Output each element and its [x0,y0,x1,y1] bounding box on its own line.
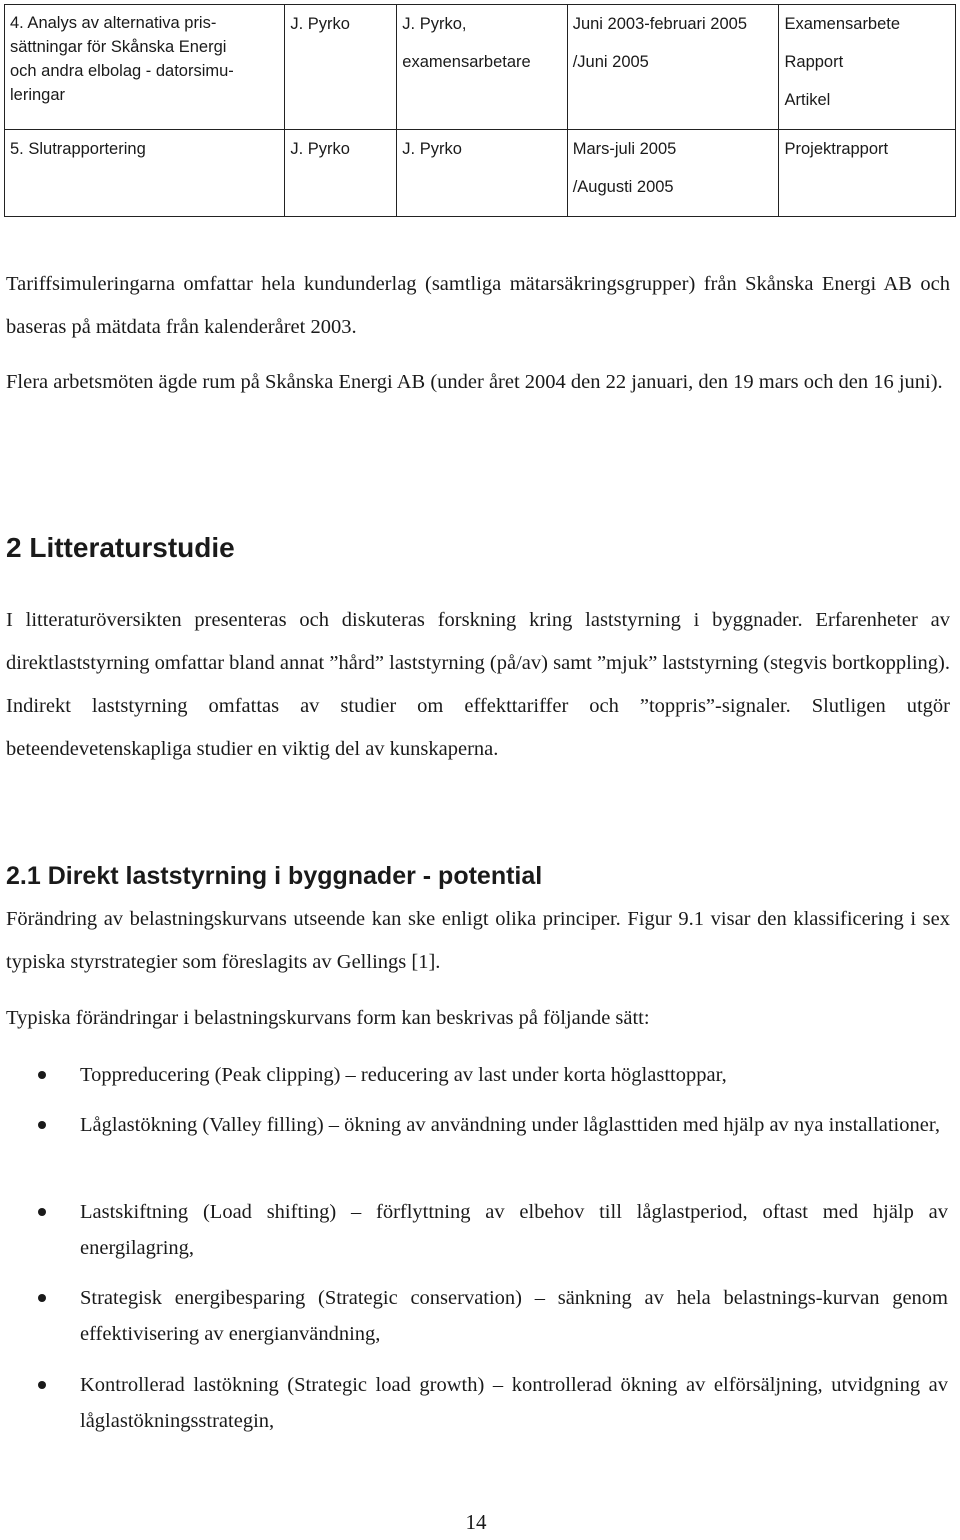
bullet-icon [38,1381,46,1389]
cell-text: Projektrapport [784,140,889,158]
list-item-text: Kontrollerad lastökning (Strategic load growth) – kontrollerad ökning av elförsäljning, utvidgning av låglastökningsstrategin, [80,1374,948,1432]
table-row [5,130,956,217]
list-item [80,1107,948,1143]
bullet-icon [38,1121,46,1129]
bullet-icon [38,1208,46,1216]
list-item [80,1280,948,1352]
cell-text: /Augusti 2005 [572,178,674,196]
list-item-text: Strategisk energibesparing (Strategic conservation) – sänkning av hela belastnings-kurvan genom effektivisering av energianvändning, [80,1287,948,1345]
paragraph-tariff-simulation: Tariffsimuleringarna omfattar hela kundunderlag (samtliga mätarsäkringsgrupper) från Skånska Energi AB och baseras på mätdata från kalenderåret 2003. [6,273,950,338]
phase-cell [5,130,285,217]
cell-text: Examensarbete [784,15,901,33]
cell-text: Mars-juli 2005 [572,140,677,158]
page-number: 14 [465,1510,487,1534]
report-cell [779,5,956,130]
cell-text: examensarbetare [402,53,531,71]
cell-text: leringar [10,86,66,104]
bullet-icon [38,1071,46,1079]
cell-text: /Juni 2005 [572,53,649,71]
cell-text: J. Pyrko [290,140,350,158]
cell-text: Rapport [784,53,844,71]
cell-text: J. Pyrko [402,140,462,158]
section-heading: 2 Litteraturstudie [6,532,235,563]
subsection-heading: 2.1 Direkt laststyrning i byggnader - potential [6,862,543,890]
performer-cell [397,5,567,130]
phase-cell [5,5,285,130]
time-cell [567,5,779,130]
cell-text: och andra elbolag - datorsimu- [10,62,234,80]
responsible-cell [285,5,397,130]
cell-text: sättningar för Skånska Energi [10,38,227,56]
list-item [80,1194,948,1266]
cell-text: J. Pyrko [290,15,350,33]
list-item-text: Toppreducering (Peak clipping) – reducering av last under korta höglasttoppar, [80,1064,727,1086]
paragraph-typical-changes: Typiska förändringar i belastningskurvans form kan beskrivas på följande sätt: [6,1007,650,1029]
responsible-cell [285,130,397,217]
project-plan-table [4,4,956,217]
paragraph-literature-overview: I litteraturöversikten presenteras och diskuteras forskning kring laststyrning i byggnader. Erfarenheter av direktlaststyrning omfattar bland annat ”hård” laststyrning (på/av) samt ”mjuk” laststyrning (stegvis bortkoppling). Indirekt laststyrning omfattas av studier om effekttariffer och ”toppris”-signaler. Slutligen utgör beteendevetenskapliga studier en viktig del av kunskaperna. [6,609,950,760]
cell-text: Juni 2003-februari 2005 [572,15,747,33]
cell-text: Artikel [784,91,831,109]
list-item [80,1367,948,1439]
report-cell [779,130,956,217]
list-item-text: Lastskiftning (Load shifting) – förflyttning av elbehov till låglastperiod, oftast med hjälp av energilagring, [80,1201,948,1259]
cell-text: J. Pyrko, [402,15,467,33]
cell-text: 5. Slutrapportering [10,140,146,158]
list-item [80,1057,948,1093]
cell-text: 4. Analys av alternativa pris- [10,14,217,32]
paragraph-work-meetings: Flera arbetsmöten ägde rum på Skånska Energi AB (under året 2004 den 22 januari, den 19 mars och den 16 juni). [6,371,943,393]
paragraph-load-curve-change: Förändring av belastningskurvans utseende kan ske enligt olika principer. Figur 9.1 visar den klassificering i sex typiska styrstrategier som föreslagits av Gellings [1]. [6,908,950,973]
time-cell [567,130,779,217]
performer-cell [397,130,567,217]
list-item-text: Låglastökning (Valley filling) – ökning av användning under låglasttiden med hjälp av nya installationer, [80,1114,940,1136]
table-row [5,5,956,130]
bullet-icon [38,1294,46,1302]
